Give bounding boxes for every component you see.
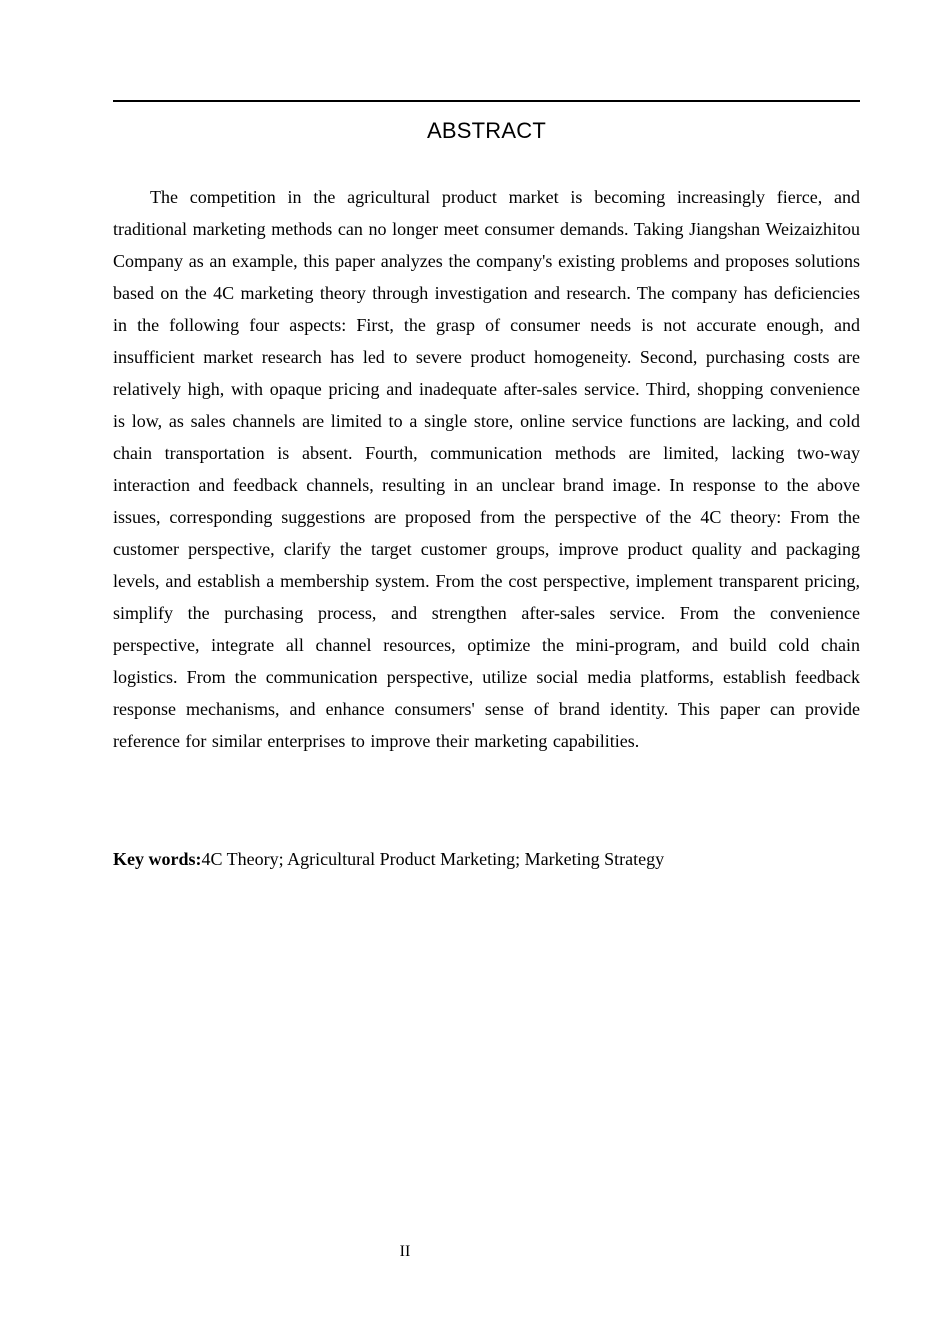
keywords-text: 4C Theory; Agricultural Product Marketing; Marketing Strategy	[201, 849, 665, 869]
abstract-title: ABSTRACT	[427, 118, 546, 143]
abstract-body: The competition in the agricultural product market is becoming increasingly fierce, and traditional marketing methods can no longer meet consumer demands. Taking Jiangshan Weizaizhitou Company as an example, this paper analyzes the company's existing problems and proposes solutions based on the 4C marketing theory through investigation and research. The company has deficiencies in the following four aspects: First, the grasp of consumer needs is not accurate enough, and insufficient market research has led to severe product homogeneity. Second, purchasing costs are relatively high, with opaque pricing and inadequate after-sales service. Third, shopping convenience is low, as sales channels are limited to a single store, online service functions are lacking, and cold chain transportation is absent. Fourth, communication methods are limited, lacking two-way interaction and feedback channels, resulting in an unclear brand image. In response to the above issues, corresponding suggestions are proposed from the perspective of the 4C theory: From the customer perspective, clarify the target customer groups, improve product quality and packaging levels, and establish a membership system. From the cost perspective, implement transparent pricing, simplify the purchasing process, and strengthen after-sales service. From the convenience perspective, integrate all channel resources, optimize the mini-program, and build cold chain logistics. From the communication perspective, utilize social media platforms, establish feedback response mechanisms, and enhance consumers' sense of brand identity. This paper can provide reference for similar enterprises to improve their marketing capabilities.	[113, 187, 860, 751]
keywords-line	[113, 844, 860, 874]
keywords-label: Key words:	[113, 849, 202, 869]
page-number: II	[399, 1243, 411, 1260]
header-rule	[113, 100, 860, 102]
